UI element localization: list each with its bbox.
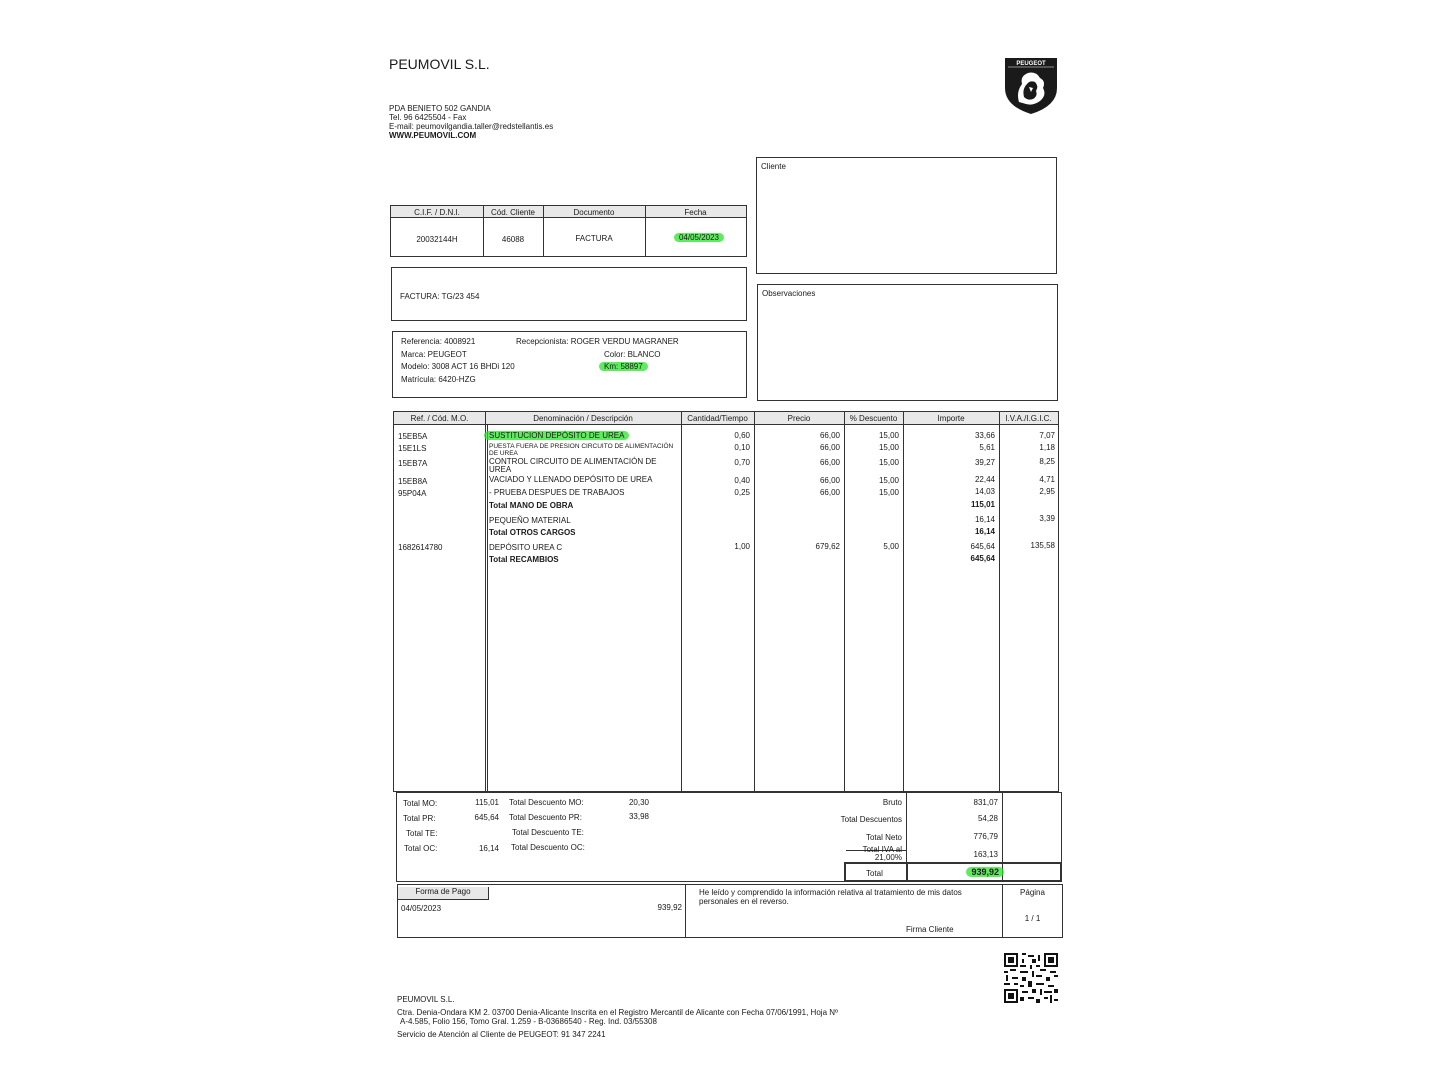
total-parts-label: Total RECAMBIOS — [489, 555, 559, 564]
vehicle-receptionist: Recepcionista: ROGER VERDU MAGRANER — [516, 337, 679, 346]
footer-company: PEUMOVIL S.L. — [397, 995, 455, 1004]
row-vat: 2,95 — [1039, 487, 1055, 496]
row-description: VACIADO Y LLENADO DEPÓSITO DE UREA — [489, 475, 653, 484]
row-description: CONTROL CIRCUITO DE ALIMENTACIÓN DE UREA — [489, 457, 657, 474]
row-price: 66,00 — [819, 458, 840, 467]
discount-mo-value: 20,30 — [628, 798, 649, 807]
row-amount: 645,64 — [970, 542, 995, 551]
row-quantity: 0,25 — [734, 488, 750, 497]
payment-method-label: Forma de Pago — [398, 887, 489, 900]
discount-header: % Descuento — [849, 414, 898, 423]
row-ref: 15EB5A — [398, 432, 428, 441]
vehicle-brand: Marca: PEUGEOT — [401, 350, 467, 359]
footer-line-2: A-4.585, Folio 156, Tomo Gral. 1.259 - B-03686540 - Reg. Ind. 03/55308 — [400, 1017, 657, 1026]
cif-header: C.I.F. / D.N.I. — [414, 208, 460, 217]
row-description: SUSTITUCION DEPÓSITO DE UREA — [484, 431, 629, 440]
lines-table — [393, 411, 1059, 792]
row-quantity: 1,00 — [734, 542, 750, 551]
row-amount: 16,14 — [974, 515, 995, 524]
payment-box — [397, 884, 1063, 938]
row-discount: 15,00 — [878, 458, 899, 467]
total-pr-label: Total PR: — [403, 814, 436, 823]
vat-value: 163,13 — [973, 850, 998, 859]
company-name: PEUMOVIL S.L. — [389, 56, 490, 72]
row-price: 679,62 — [815, 542, 840, 551]
total-oc-label: Total OC: — [404, 844, 438, 853]
observations-label: Observaciones — [762, 289, 816, 298]
total-label: Total — [866, 869, 883, 878]
id-table — [390, 205, 747, 257]
row-vat: 7,07 — [1039, 431, 1055, 440]
total-mo-label: Total MO: — [403, 799, 438, 808]
net-value: 776,79 — [973, 832, 998, 841]
row-price: 66,00 — [819, 443, 840, 452]
invoice-number: FACTURA: TG/23 454 — [400, 292, 480, 301]
company-phone: Tel. 96 6425504 - Fax — [389, 113, 467, 122]
column-divider — [999, 412, 1000, 791]
row-price: 66,00 — [819, 488, 840, 497]
amount-header: Importe — [937, 414, 965, 423]
row-description: PUESTA FUERA DE PRESION CIRCUITO DE ALIMENTACIÓN DE UREA — [489, 443, 674, 457]
cif-value: 20032144H — [416, 235, 458, 244]
row-vat: 1,18 — [1039, 443, 1055, 452]
row-description: DEPÓSITO UREA C — [489, 543, 563, 552]
row-amount: 39,27 — [974, 458, 995, 467]
vehicle-model: Modelo: 3008 ACT 16 BHDi 120 — [401, 362, 515, 371]
ref-header: Ref. / Cód. M.O. — [410, 414, 469, 423]
privacy-notice: He leído y comprendido la información relativa al tratamiento de mis datos personales en el reverso. — [699, 888, 962, 906]
total-other-charges-label: Total OTROS CARGOS — [489, 528, 576, 537]
company-address: PDA BENIETO 502 GANDIA — [389, 104, 491, 113]
payment-date: 04/05/2023 — [401, 904, 442, 913]
row-amount: 14,03 — [974, 487, 995, 496]
company-web: WWW.PEUMOVIL.COM — [389, 131, 477, 140]
page-value: 1 / 1 — [1024, 914, 1041, 923]
row-vat: 3,39 — [1039, 514, 1055, 523]
lines-table-header-divider — [394, 424, 1058, 425]
price-header: Precio — [787, 414, 811, 423]
total-labor-amount: 115,01 — [970, 500, 995, 509]
payment-divider — [685, 885, 686, 937]
footer-customer-service: Servicio de Atención al Cliente de PEUGEOT: 91 347 2241 — [397, 1030, 606, 1039]
client-label: Cliente — [761, 162, 786, 171]
invoice-date: 04/05/2023 — [674, 233, 724, 242]
discount-pr-label: Total Descuento PR: — [509, 813, 582, 822]
vehicle-plate: Matrícula: 6420-HZG — [401, 375, 476, 384]
date-header: Fecha — [684, 208, 707, 217]
total-labor-label: Total MANO DE OBRA — [489, 501, 574, 510]
document-value: FACTURA — [575, 234, 613, 243]
row-quantity: 0,70 — [734, 458, 750, 467]
discount-oc-label: Total Descuento OC: — [511, 843, 585, 852]
vat-rate: 21,00% — [874, 853, 902, 862]
client-code-header: Cód. Cliente — [490, 208, 536, 217]
total-discounts-value: 54,28 — [977, 814, 998, 823]
row-ref: 95P04A — [398, 489, 427, 498]
net-label: Total Neto — [865, 833, 902, 842]
description-header: Denominación / Descripción — [533, 414, 633, 423]
footer-line-1: Ctra. Denia-Ondara KM 2. 03700 Denia-Alicante Inscrita en el Registro Mercantil de Alicante con Fecha 07/06/1991, Hoja Nº — [397, 1008, 838, 1017]
id-table-header-divider — [391, 217, 746, 218]
column-divider — [754, 412, 755, 791]
payment-amount: 939,92 — [657, 903, 682, 912]
vehicle-km: Km: 58897 — [599, 362, 648, 371]
client-code-value: 46088 — [501, 235, 525, 244]
total-pr-value: 645,64 — [474, 813, 499, 822]
svg-text:PEUGEOT: PEUGEOT — [1016, 61, 1046, 67]
gross-label: Bruto — [882, 798, 902, 807]
row-ref: 1682614780 — [398, 543, 443, 552]
observations-box — [757, 284, 1058, 401]
row-discount: 5,00 — [883, 542, 899, 551]
vat-label: Total IVA al — [862, 845, 902, 854]
column-divider — [681, 412, 682, 791]
peugeot-logo — [1002, 54, 1060, 116]
row-description: PEQUEÑO MATERIAL — [489, 516, 571, 525]
customer-signature-label: Firma Cliente — [906, 925, 954, 934]
total-discounts-label: Total Descuentos — [840, 815, 902, 824]
row-discount: 15,00 — [878, 443, 899, 452]
row-discount: 15,00 — [878, 431, 899, 440]
quantity-header: Cantidad/Tiempo — [687, 414, 748, 423]
column-divider — [487, 424, 488, 791]
row-vat: 8,25 — [1039, 457, 1055, 466]
total-other-charges-amount: 16,14 — [974, 527, 995, 536]
row-ref: 15EB8A — [398, 477, 428, 486]
row-amount: 5,61 — [979, 443, 995, 452]
vat-header: I.V.A./I.G.I.C. — [1005, 414, 1052, 423]
vehicle-color: Color: BLANCO — [604, 350, 661, 359]
row-discount: 15,00 — [878, 488, 899, 497]
row-quantity: 0,10 — [734, 443, 750, 452]
row-price: 66,00 — [819, 476, 840, 485]
row-description: - PRUEBA DESPUES DE TRABAJOS — [489, 488, 625, 497]
row-quantity: 0,40 — [734, 476, 750, 485]
discount-mo-label: Total Descuento MO: — [509, 798, 584, 807]
total-parts-amount: 645,64 — [970, 554, 995, 563]
row-vat: 135,58 — [1030, 541, 1055, 550]
document-header: Documento — [573, 208, 615, 217]
row-ref: 15EB7A — [398, 459, 428, 468]
vehicle-reference: Referencia: 4008921 — [401, 337, 476, 346]
qr-code — [1004, 953, 1058, 1003]
row-discount: 15,00 — [878, 476, 899, 485]
row-amount: 22,44 — [974, 475, 995, 484]
row-vat: 4,71 — [1039, 475, 1055, 484]
total-mo-value: 115,01 — [475, 798, 499, 807]
column-divider — [903, 412, 904, 791]
company-email: E-mail: peumovilgandia.taller@redstellantis.es — [389, 122, 554, 131]
discount-te-label: Total Descuento TE: — [512, 828, 584, 837]
client-box — [756, 157, 1057, 274]
total-value: 939,92 — [966, 867, 1004, 877]
discount-pr-value: 33,98 — [628, 812, 649, 821]
row-ref: 15E1LS — [398, 444, 427, 453]
column-divider — [485, 412, 486, 791]
invoice-number-box — [391, 267, 747, 321]
row-quantity: 0,60 — [734, 431, 750, 440]
column-divider — [844, 412, 845, 791]
total-te-label: Total TE: — [406, 829, 438, 838]
vehicle-box — [392, 331, 747, 398]
row-price: 66,00 — [819, 431, 840, 440]
page-label: Página — [1020, 888, 1045, 897]
row-amount: 33,66 — [974, 431, 995, 440]
total-oc-value: 16,14 — [478, 844, 499, 853]
gross-value: 831,07 — [973, 798, 998, 807]
total-box — [844, 862, 1062, 882]
